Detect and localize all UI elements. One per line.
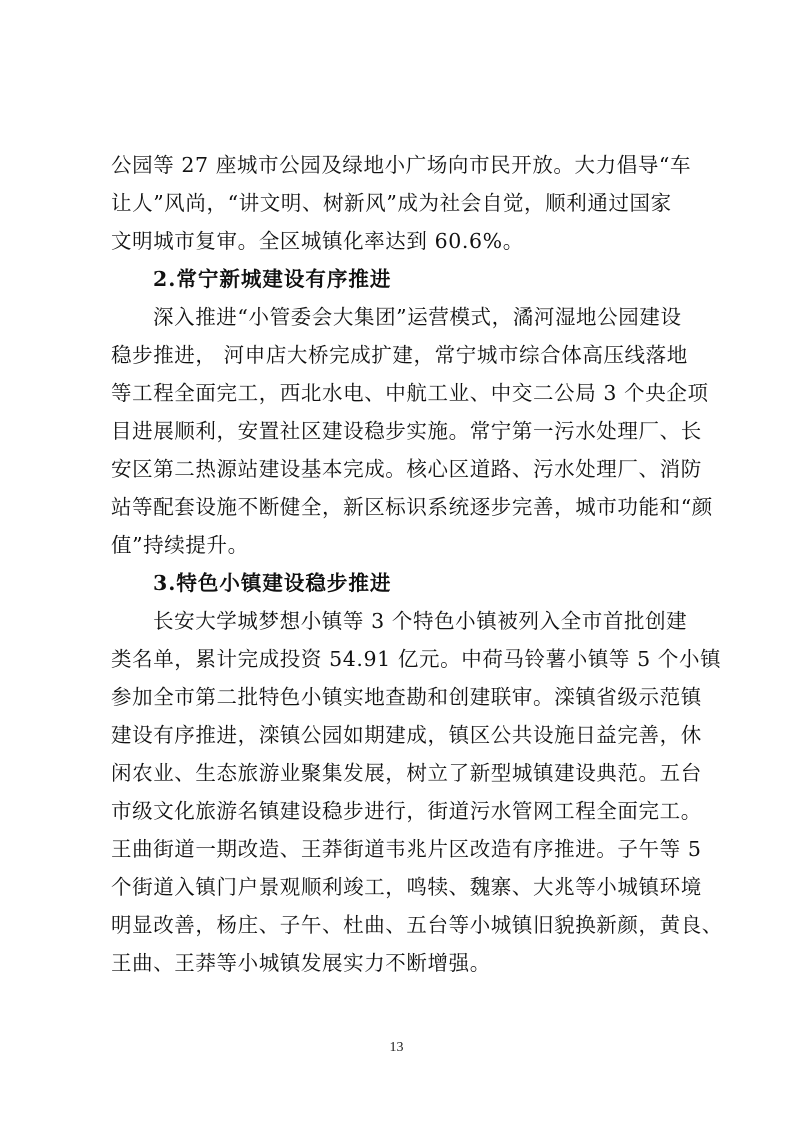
page-number: 13 [389, 1040, 404, 1055]
paragraph-line: 闲农业、生态旅游业聚集发展，树立了新型城镇建设典范。五台 [111, 761, 702, 785]
paragraph-line: 建设有序推进，滦镇公园如期建成，镇区公共设施日益完善，休 [111, 723, 702, 747]
paragraph-line: 明显改善，杨庄、子午、杜曲、五台等小城镇旧貌换新颜，黄良、 [111, 913, 723, 937]
paragraph-line: 目进展顺利，安置社区建设稳步实施。常宁第一污水处理厂、长 [111, 419, 702, 443]
paragraph-line: 深入推进“小管委会大集团”运营模式，潏河湿地公园建设 [153, 305, 682, 329]
paragraph-line: 个街道入镇门户景观顺利竣工，鸣犊、魏寨、大兆等小城镇环境 [111, 875, 702, 899]
paragraph-line: 市级文化旅游名镇建设稳步进行，街道污水管网工程全面完工。 [111, 799, 702, 823]
paragraph-line: 安区第二热源站建设基本完成。核心区道路、污水处理厂、消防 [111, 457, 702, 481]
paragraph-line: 站等配套设施不断健全，新区标识系统逐步完善，城市功能和“颜 [111, 495, 713, 519]
paragraph-line: 文明城市复审。全区城镇化率达到 60.6%。 [111, 229, 524, 253]
paragraph-line: 王曲、王莽等小城镇发展实力不断增强。 [111, 951, 491, 975]
paragraph-line: 参加全市第二批特色小镇实地查勘和创建联审。滦镇省级示范镇 [111, 685, 702, 709]
paragraph-line: 类名单，累计完成投资 54.91 亿元。中荷马铃薯小镇等 5 个小镇 [111, 647, 722, 671]
section-heading-towns: 3.特色小镇建设稳步推进 [153, 571, 392, 595]
paragraph-line: 值”持续提升。 [111, 533, 249, 557]
paragraph-line: 让人”风尚，“讲文明、树新风”成为社会自觉，顺利通过国家 [111, 191, 672, 215]
paragraph-line: 长安大学城梦想小镇等 3 个特色小镇被列入全市首批创建 [153, 609, 688, 633]
paragraph-line: 等工程全面完工，西北水电、中航工业、中交二公局 3 个央企项 [111, 381, 709, 405]
paragraph-line: 稳步推进， 河申店大桥完成扩建，常宁城市综合体高压线落地 [111, 343, 688, 367]
paragraph-line: 公园等 27 座城市公园及绿地小广场向市民开放。大力倡导“车 [111, 153, 692, 177]
section-heading-changning: 2.常宁新城建设有序推进 [153, 267, 392, 291]
document-body [111, 146, 723, 982]
paragraph-line: 王曲街道一期改造、王莽街道韦兆片区改造有序推进。子午等 5 [111, 837, 702, 861]
